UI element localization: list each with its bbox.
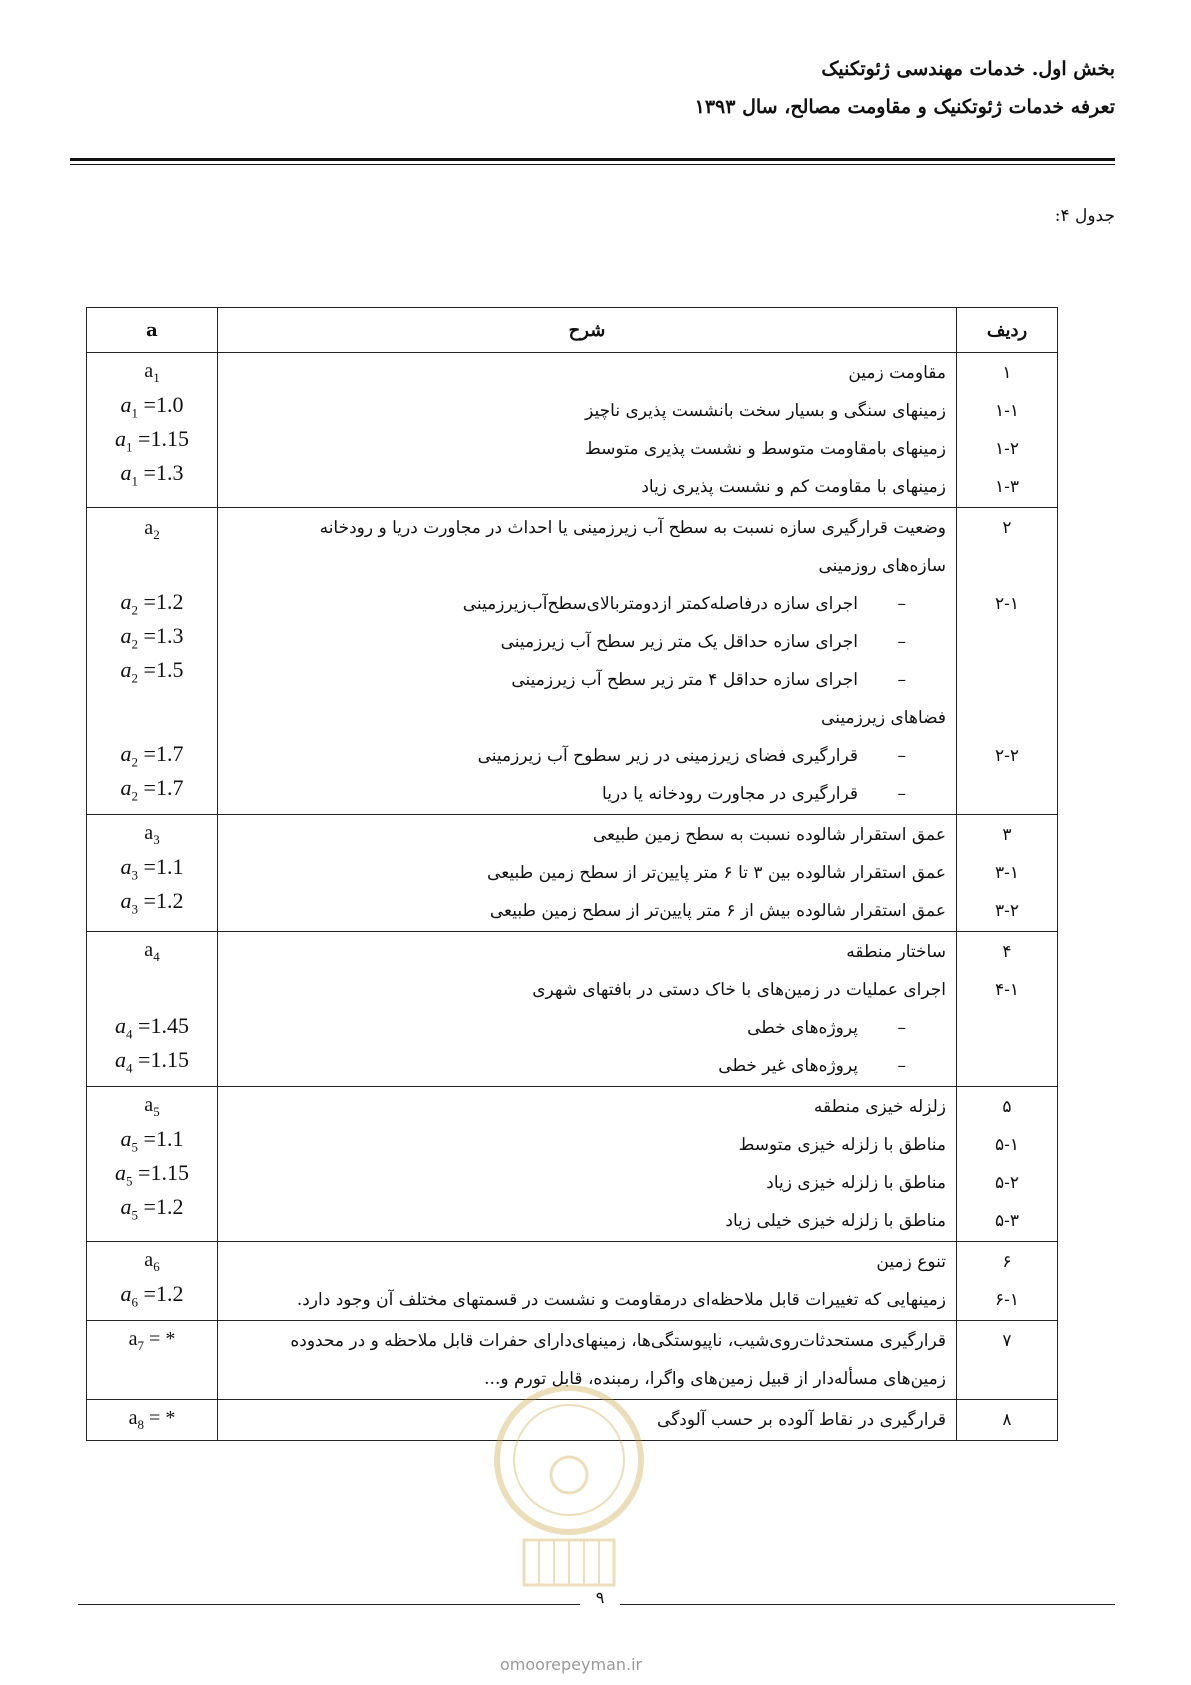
row-text: زمینهای با مقاومت کم و نشست پذیری زیاد bbox=[641, 477, 946, 497]
row-number: ۱-۲ bbox=[994, 439, 1019, 459]
row-number: ۳-۱ bbox=[994, 863, 1019, 883]
row-subheading: فضاهای زیرزمینی bbox=[821, 708, 946, 728]
row-number: ۱-۱ bbox=[994, 401, 1019, 421]
table-row bbox=[87, 932, 1058, 1087]
row-number: ۱-۳ bbox=[994, 477, 1019, 497]
site-watermark-text: omoorepeyman.ir bbox=[500, 1655, 643, 1674]
row-text: عمق استقرار شالوده بین ۳ تا ۶ متر پایین‌تر از سطح زمین طبیعی bbox=[487, 863, 946, 883]
coefficient-value: $a_2 =1.3$ bbox=[120, 623, 184, 652]
row-text: مناطق با زلزله خیزی خیلی زیاد bbox=[725, 1211, 946, 1231]
row-subheading: سازه‌های روزمینی bbox=[818, 556, 946, 576]
coefficient-value: $a_2 =1.2$ bbox=[120, 589, 184, 618]
row-number: ۵-۲ bbox=[994, 1173, 1019, 1193]
page-number: ۹ bbox=[580, 1588, 620, 1607]
row-bullet: – قرارگیری فضای زیرزمینی در زیر سطوح آب زیرزمینی bbox=[219, 737, 946, 775]
coefficient-name: $a_6$ bbox=[144, 1249, 160, 1274]
coefficient-name: $a_2$ bbox=[144, 517, 160, 542]
coefficient-value: $a_5 =1.1$ bbox=[120, 1126, 184, 1155]
coefficient-value: $a_1 =1.0$ bbox=[120, 392, 184, 421]
row-bullet: – پروژه‌های خطی bbox=[219, 1009, 946, 1047]
coefficient-value: $a_6 =1.2$ bbox=[120, 1281, 184, 1310]
header-rule-thin bbox=[70, 164, 1115, 165]
coefficient-value: $a_3 =1.1$ bbox=[120, 854, 184, 883]
row-number: ۶-۱ bbox=[994, 1290, 1019, 1310]
table-caption: جدول ۴: bbox=[1054, 206, 1115, 226]
row-text: مناطق با زلزله خیزی متوسط bbox=[738, 1135, 946, 1155]
coefficient-value: $a_2 =1.5$ bbox=[120, 657, 184, 686]
row-bullet: – اجرای سازه حداقل یک متر زیر سطح آب زیرزمینی bbox=[219, 623, 946, 661]
row-number: ۲-۱ bbox=[994, 594, 1019, 614]
table-header-row bbox=[87, 308, 1058, 353]
coefficient-value: $a_2 =1.7$ bbox=[120, 775, 184, 804]
row-number: ۸ bbox=[1002, 1410, 1012, 1430]
section-title: بخش اول. خدمات مهندسی ژئوتکنیک bbox=[821, 58, 1115, 80]
row-number: ۵ bbox=[1002, 1097, 1012, 1117]
coefficient-value: $a_1 =1.3$ bbox=[120, 460, 184, 489]
coefficient-value: $a_4 =1.45$ bbox=[115, 1013, 189, 1042]
row-text: زمینهایی که تغییرات قابل ملاحظه‌ای درمقاومت و نشست در قسمتهای مختلف آن وجود دارد. bbox=[296, 1290, 946, 1310]
coefficient-value: $a_3 =1.2$ bbox=[120, 888, 184, 917]
row-number: ۲-۲ bbox=[994, 746, 1019, 766]
row-text: مناطق با زلزله خیزی زیاد bbox=[766, 1173, 946, 1193]
table-row bbox=[87, 508, 1058, 815]
coefficient-value: $a_4 =1.15$ bbox=[115, 1047, 189, 1076]
page-header bbox=[695, 58, 1115, 118]
row-number: ۷ bbox=[1002, 1331, 1012, 1351]
document-title: تعرفه خدمات ژئوتکنیک و مقاومت مصالح، سال ۱۳۹۳ bbox=[694, 96, 1115, 118]
row-text: عمق استقرار شالوده بیش از ۶ متر پایین‌تر از سطح زمین طبیعی bbox=[489, 901, 946, 921]
row-number: ۳ bbox=[1002, 825, 1012, 845]
row-number: ۳-۲ bbox=[994, 901, 1019, 921]
coefficient-value: $a_5 =1.15$ bbox=[115, 1160, 189, 1189]
row-title: قرارگیری در نقاط آلوده بر حسب آلودگی bbox=[657, 1410, 946, 1430]
coefficient-value: $a_8$ = * bbox=[128, 1407, 176, 1432]
row-title: ساختار منطقه bbox=[846, 942, 946, 962]
row-number: ۴ bbox=[1002, 942, 1012, 962]
row-bullet: – پروژه‌های غیر خطی bbox=[219, 1047, 946, 1085]
coefficient-name: $a_3$ bbox=[144, 822, 160, 847]
header-rule-thick bbox=[70, 158, 1115, 161]
row-bullet: – اجرای سازه حداقل ۴ متر زیر سطح آب زیرزمینی bbox=[219, 661, 946, 699]
coefficient-table bbox=[86, 307, 1058, 1441]
table-row bbox=[87, 1087, 1058, 1242]
row-bullet: – قرارگیری در مجاورت رودخانه یا دریا bbox=[219, 775, 946, 813]
coefficient-name: $a_4$ bbox=[144, 939, 160, 964]
coefficient-value: $a_2 =1.7$ bbox=[120, 741, 184, 770]
row-number: ۵-۱ bbox=[994, 1135, 1019, 1155]
coefficient-name: $a_1$ bbox=[144, 360, 160, 385]
row-number: ۵-۳ bbox=[994, 1211, 1019, 1231]
row-text: اجرای عملیات در زمین‌های با خاک دستی در بافتهای شهری bbox=[532, 980, 946, 1000]
row-number: ۶ bbox=[1002, 1252, 1012, 1272]
table-row bbox=[87, 815, 1058, 932]
row-title: وضعیت قرارگیری سازه نسبت به سطح آب زیرزمینی یا احداث در مجاورت دریا و رودخانه bbox=[319, 518, 946, 538]
coefficient-value: $a_7$ = * bbox=[128, 1328, 176, 1353]
row-text: زمینهای بامقاومت متوسط و نشست پذیری متوسط bbox=[585, 439, 946, 459]
coefficient-name: $a_5$ bbox=[144, 1094, 160, 1119]
table-row bbox=[87, 353, 1058, 508]
row-number: ۱ bbox=[1002, 363, 1012, 383]
row-number: ۴-۱ bbox=[994, 980, 1019, 1000]
row-title: عمق استقرار شالوده نسبت به سطح زمین طبیعی bbox=[592, 825, 946, 845]
row-bullet: – اجرای سازه درفاصله‌کمتر ازدومتربالای‌سطح‌آب‌زیرزمینی bbox=[219, 585, 946, 623]
coefficient-value: $a_5 =1.2$ bbox=[120, 1194, 184, 1223]
row-number: ۲ bbox=[1002, 518, 1012, 538]
row-text: قرارگیری مستحدثات‌روی‌شیب، ناپیوستگی‌ها، زمینهای‌دارای حفرات قابل ملاحظه و در محدوده bbox=[290, 1331, 946, 1351]
header-row-number: ردیف bbox=[957, 308, 1058, 353]
watermark-seal-icon bbox=[484, 1380, 654, 1590]
header-coefficient: a bbox=[87, 308, 218, 353]
row-title: مقاومت زمین bbox=[848, 363, 946, 383]
row-text: زمین‌های مسأله‌دار از قبیل زمین‌های واگرا، رمبنده، قابل تورم و... bbox=[484, 1369, 946, 1389]
row-text: زمینهای سنگی و بسیار سخت بانشست پذیری ناچیز bbox=[585, 401, 946, 421]
row-title: تنوع زمین bbox=[876, 1252, 946, 1272]
row-title: زلزله خیزی منطقه bbox=[813, 1097, 946, 1117]
table-row bbox=[87, 1242, 1058, 1321]
header-description: شرح bbox=[218, 308, 957, 353]
coefficient-value: $a_1 =1.15$ bbox=[115, 426, 189, 455]
